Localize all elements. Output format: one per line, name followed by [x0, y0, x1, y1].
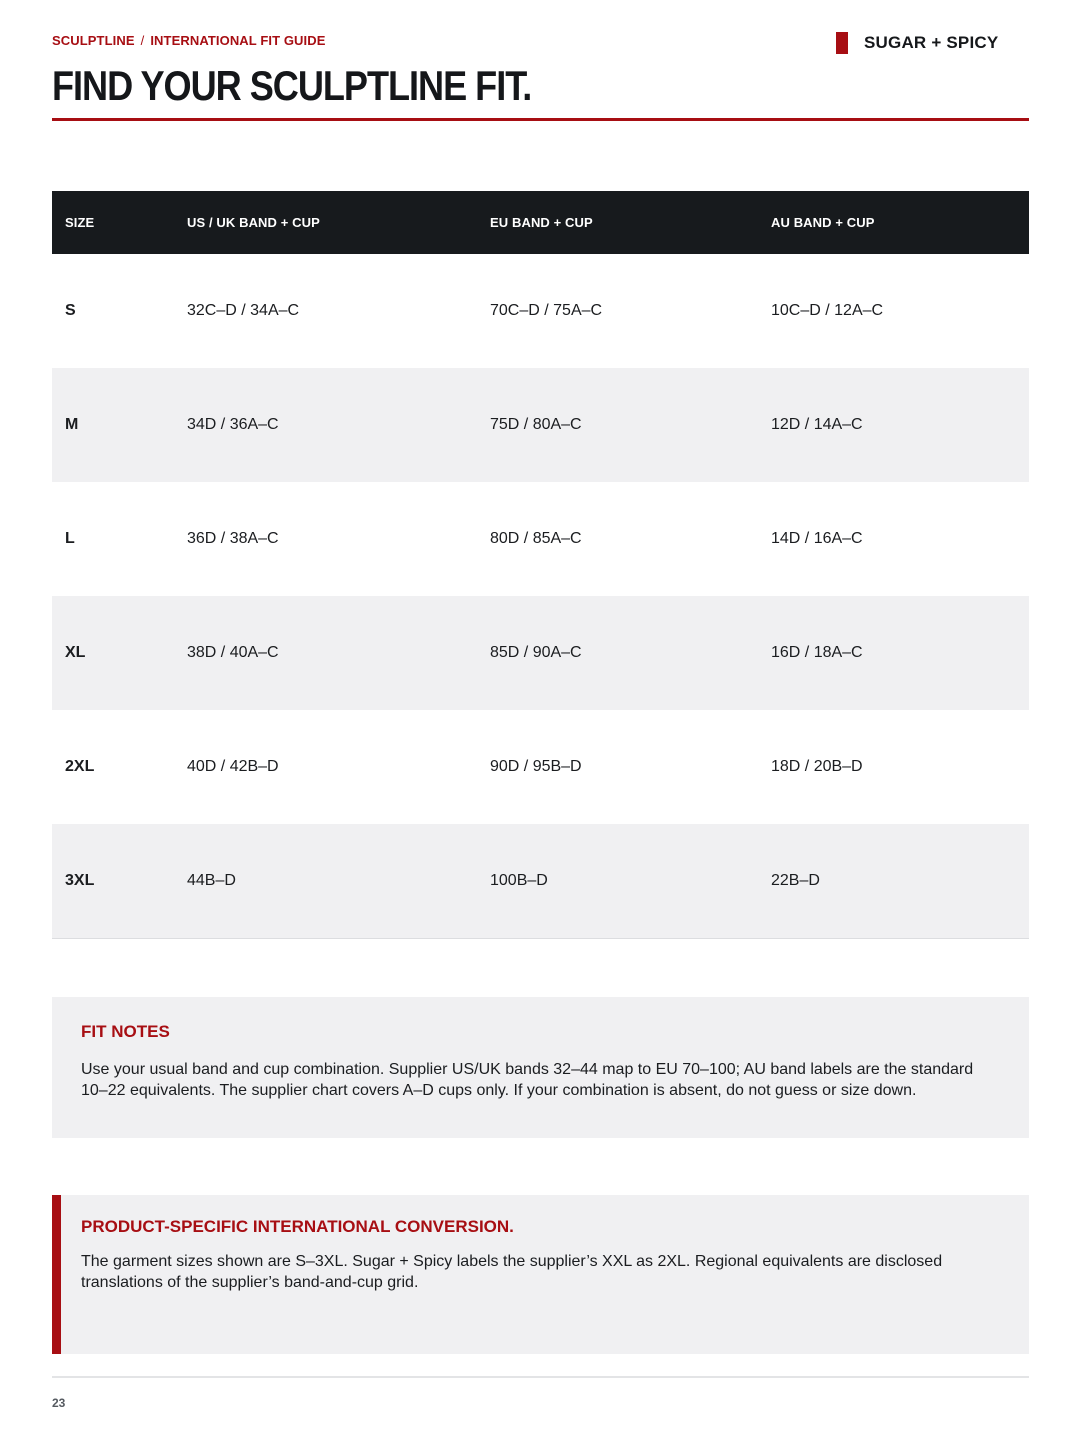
title-divider	[52, 118, 1029, 121]
eu-cell: 80D / 85A–C	[490, 530, 582, 547]
au-cell: 10C–D / 12A–C	[771, 302, 884, 319]
au-cell: 14D / 16A–C	[771, 530, 863, 547]
page-number: 23	[52, 1396, 66, 1410]
column-header-us-uk: US / UK BAND + CUP	[174, 191, 477, 254]
breadcrumb-current-page: INTERNATIONAL FIT GUIDE	[150, 33, 326, 48]
conversion-body: The garment sizes shown are S–3XL. Sugar + Spicy labels the supplier’s XXL as 2XL. Regional equivalents are disclosed translations of the supplier’s band-and-cup grid.	[81, 1253, 943, 1291]
size-cell: S	[65, 302, 76, 319]
us-uk-cell: 44B–D	[174, 824, 477, 939]
table-row	[52, 824, 1029, 939]
us-uk-cell: 40D / 42B–D	[187, 758, 279, 775]
fit-notes-panel	[52, 997, 1029, 1138]
footer-divider	[52, 1376, 1029, 1378]
us-uk-cell: 38D / 40A–C	[174, 596, 477, 710]
callout-accent-bar	[52, 1195, 61, 1354]
us-uk-cell: 34D / 36A–C	[174, 368, 477, 482]
table-row	[52, 482, 1029, 596]
au-cell: 16D / 18A–C	[758, 596, 1029, 710]
breadcrumb	[52, 33, 326, 48]
column-header-au: AU BAND + CUP	[758, 191, 1029, 254]
table-header	[52, 191, 1029, 254]
table-header-row	[52, 191, 1029, 254]
us-uk-cell: 32C–D / 34A–C	[187, 302, 300, 319]
size-cell: L	[65, 530, 75, 547]
table-row	[52, 368, 1029, 482]
size-cell: XL	[52, 596, 174, 710]
page-title: FIND YOUR SCULPTLINE FIT.	[52, 62, 532, 109]
conversion-heading: PRODUCT-SPECIFIC INTERNATIONAL CONVERSION.	[81, 1217, 514, 1236]
conversion-callout	[52, 1195, 1029, 1354]
eu-cell: 90D / 95B–D	[490, 758, 582, 775]
brand-name: SUGAR + SPICY	[864, 33, 999, 52]
size-conversion-table	[52, 191, 1029, 939]
table-row	[52, 254, 1029, 368]
fit-notes-body: Use your usual band and cup combination. Supplier US/UK bands 32–44 map to EU 70–100; AU band labels are the standard 10–22 equivalents. The supplier chart covers A–D cups only. If your combination is absent, do not guess or size down.	[81, 1061, 974, 1099]
eu-cell: 85D / 90A–C	[477, 596, 758, 710]
column-header-size: SIZE	[52, 191, 174, 254]
fit-notes-heading: FIT NOTES	[81, 1022, 170, 1041]
brand-mark-icon	[836, 32, 848, 54]
column-header-eu: EU BAND + CUP	[477, 191, 758, 254]
us-uk-cell: 36D / 38A–C	[187, 530, 279, 547]
breadcrumb-section[interactable]: SCULPTLINE	[52, 33, 135, 48]
size-cell: 3XL	[52, 824, 174, 939]
eu-cell: 100B–D	[477, 824, 758, 939]
table-row	[52, 710, 1029, 824]
brand-lockup	[836, 32, 998, 54]
au-cell: 18D / 20B–D	[771, 758, 863, 775]
au-cell: 12D / 14A–C	[758, 368, 1029, 482]
size-cell: 2XL	[65, 758, 95, 775]
table-row	[52, 596, 1029, 710]
au-cell: 22B–D	[758, 824, 1029, 939]
size-cell: M	[52, 368, 174, 482]
eu-cell: 70C–D / 75A–C	[490, 302, 603, 319]
eu-cell: 75D / 80A–C	[477, 368, 758, 482]
table-body	[52, 254, 1029, 939]
breadcrumb-separator: /	[140, 33, 145, 48]
